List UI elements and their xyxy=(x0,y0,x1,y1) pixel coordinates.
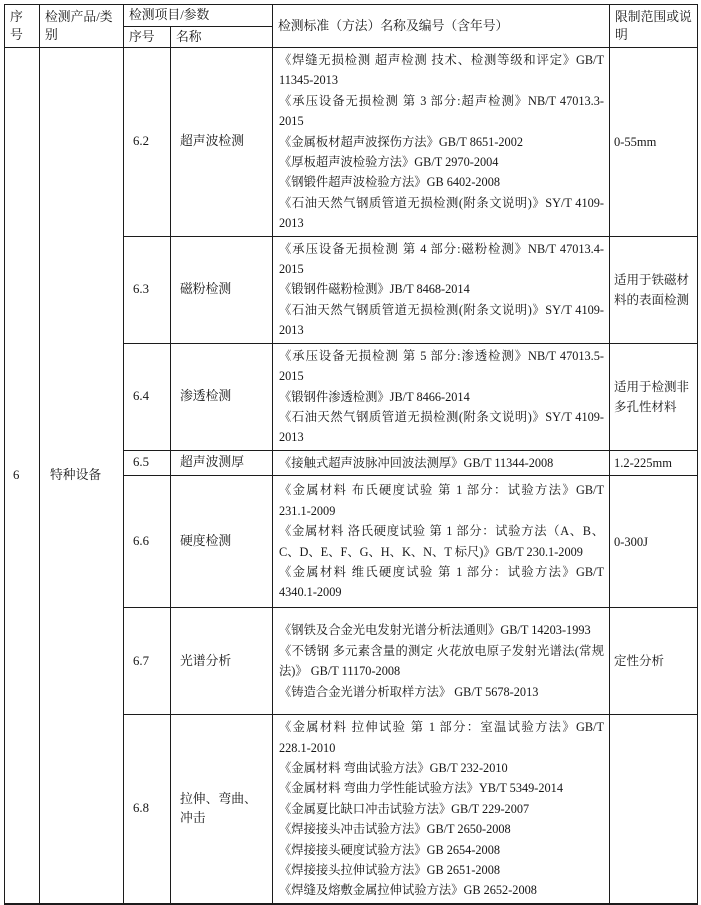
limit-note xyxy=(610,476,698,608)
standard-entry: 《焊接接头拉伸试验方法》GB 2651-2008 xyxy=(279,862,501,877)
item-serial: 6.4 xyxy=(124,343,171,450)
standard-entry: 《金属材料 弯曲试验方法》GB/T 232-2010 xyxy=(279,760,508,775)
standard-entry: 《焊缝无损检测 超声检测 技术、检测等级和评定》GB/T 11345-2013 xyxy=(279,53,604,88)
header-product-category: 检测产品/类别 xyxy=(40,5,124,48)
header-serial: 序号 xyxy=(5,5,40,48)
limit-note-text: 1.2-225mm xyxy=(614,455,672,470)
group-serial: 6 xyxy=(5,48,40,904)
limit-note-text: 定性分析 xyxy=(614,654,665,669)
item-name: 硬度检测 xyxy=(171,476,273,608)
standards-list xyxy=(273,450,610,475)
limit-note xyxy=(610,715,698,904)
item-name: 渗透检测 xyxy=(171,343,273,450)
limit-note-text: 0-300J xyxy=(614,534,649,549)
standard-entry: 《铸造合金光谱分析取样方法》 GB/T 5678-2013 xyxy=(279,684,539,699)
standard-entry: 《钢铁及合金光电发射光谱分析法通则》GB/T 14203-1993 xyxy=(279,623,591,638)
limit-note-text: 适用于铁磁材料的表面检测 xyxy=(614,272,690,307)
item-serial: 6.8 xyxy=(124,715,171,904)
limit-note-text: 0-55mm xyxy=(614,134,657,149)
standard-entry: 《金属板材超声波探伤方法》GB/T 8651-2002 xyxy=(279,134,524,149)
limit-note xyxy=(610,236,698,343)
standard-entry: 《厚板超声波检验方法》GB/T 2970-2004 xyxy=(279,155,499,170)
item-name: 拉伸、弯曲、冲击 xyxy=(171,715,273,904)
limit-note xyxy=(610,48,698,237)
header-limit: 限制范围或说明 xyxy=(610,5,698,48)
item-name: 超声波测厚 xyxy=(171,450,273,475)
standard-entry: 《焊缝及熔敷金属拉伸试验方法》GB 2652-2008 xyxy=(279,883,537,898)
table-body xyxy=(5,48,698,904)
header-item-serial: 序号 xyxy=(124,26,171,48)
standard-entry: 《金属材料 弯曲力学性能试验方法》YB/T 5349-2014 xyxy=(279,781,563,796)
item-serial: 6.2 xyxy=(124,48,171,237)
header-standard: 检测标准（方法）名称及编号（含年号） xyxy=(273,5,610,48)
standard-entry: 《锻钢件渗透检测》JB/T 8466-2014 xyxy=(279,389,470,404)
standards-list xyxy=(273,236,610,343)
standards-list xyxy=(273,715,610,904)
standard-entry: 《金属夏比缺口冲击试验方法》GB/T 229-2007 xyxy=(279,801,530,816)
limit-note-text: 适用于检测非多孔性材料 xyxy=(614,379,690,414)
standard-entry: 《承压设备无损检测 第 4 部分:磁粉检测》NB/T 47013.4-2015 xyxy=(279,241,604,277)
item-serial: 6.6 xyxy=(124,476,171,608)
standards-list xyxy=(273,608,610,715)
group-product: 特种设备 xyxy=(40,48,124,904)
detection-standards-table xyxy=(4,4,698,905)
standard-entry: 《金属材料 洛氏硬度试验 第 1 部分：试验方法（A、B、C、D、E、F、G、H、K、N、T 标尺)》GB/T 230.1-2009 xyxy=(279,524,604,559)
standard-entry: 《石油天然气钢质管道无损检测(附条文说明)》SY/T 4109-2013 xyxy=(279,195,604,231)
standard-entry: 《钢锻件超声波检验方法》GB 6402-2008 xyxy=(279,175,501,190)
limit-note xyxy=(610,608,698,715)
table-header xyxy=(5,5,698,48)
standard-entry: 《金属材料 维氏硬度试验 第 1 部分：试验方法》GB/T 4340.1-2009 xyxy=(279,565,604,600)
header-item-group: 检测项目/参数 xyxy=(124,5,273,27)
limit-note xyxy=(610,343,698,450)
header-row-1 xyxy=(5,5,698,27)
item-name: 光谱分析 xyxy=(171,608,273,715)
item-name: 磁粉检测 xyxy=(171,236,273,343)
standard-entry: 《承压设备无损检测 第 5 部分:渗透检测》NB/T 47013.5-2015 xyxy=(279,348,604,384)
item-name: 超声波检测 xyxy=(171,48,273,237)
standard-entry: 《金属材料 拉伸试验 第 1 部分：室温试验方法》GB/T 228.1-2010 xyxy=(279,720,604,755)
standard-entry: 《不锈钢 多元素含量的测定 火花放电原子发射光谱法(常规法)》 GB/T 11170-2008 xyxy=(279,643,604,679)
standard-entry: 《承压设备无损检测 第 3 部分:超声检测》NB/T 47013.3-2015 xyxy=(279,93,604,129)
standard-entry: 《焊接接头冲击试验方法》GB/T 2650-2008 xyxy=(279,822,511,837)
standards-list xyxy=(273,476,610,608)
standards-list xyxy=(273,48,610,237)
standards-list xyxy=(273,343,610,450)
standard-entry: 《石油天然气钢质管道无损检测(附条文说明)》SY/T 4109-2013 xyxy=(279,302,604,338)
item-serial: 6.3 xyxy=(124,236,171,343)
standard-entry: 《接触式超声波脉冲回波法测厚》GB/T 11344-2008 xyxy=(279,455,554,470)
limit-note xyxy=(610,450,698,475)
header-item-name: 名称 xyxy=(171,26,273,48)
item-serial: 6.5 xyxy=(124,450,171,475)
standard-entry: 《锻钢件磁粉检测》JB/T 8468-2014 xyxy=(279,282,470,297)
standard-entry: 《石油天然气钢质管道无损检测(附条文说明)》SY/T 4109-2013 xyxy=(279,409,604,445)
item-serial: 6.7 xyxy=(124,608,171,715)
standard-entry: 《金属材料 布氏硬度试验 第 1 部分：试验方法》GB/T 231.1-2009 xyxy=(279,483,604,518)
standard-entry: 《焊接接头硬度试验方法》GB 2654-2008 xyxy=(279,842,501,857)
table-row xyxy=(5,48,698,237)
